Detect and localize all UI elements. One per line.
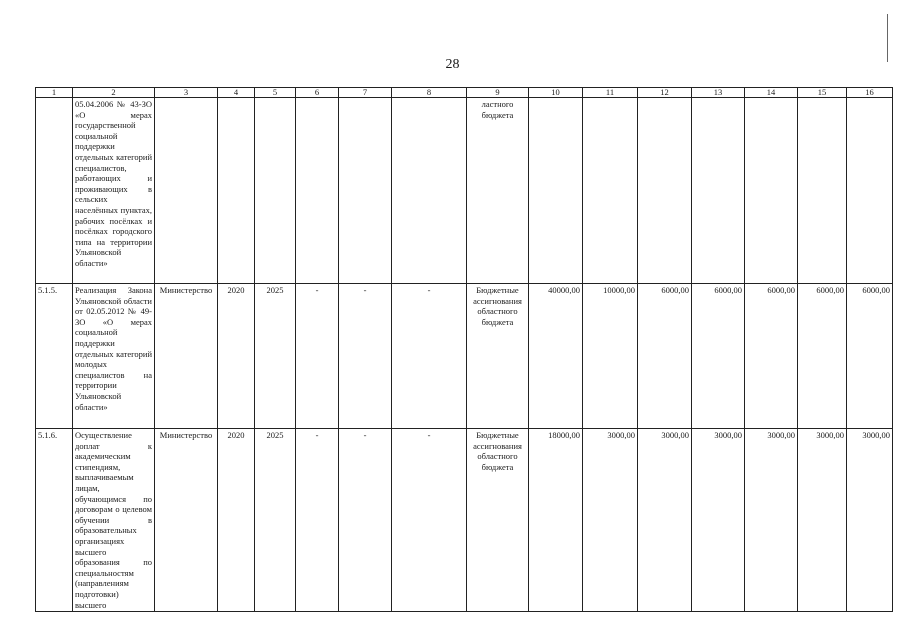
cell-c7: - xyxy=(339,429,392,612)
cell-c7: - xyxy=(339,284,392,429)
cell-y2020: 3000,00 xyxy=(583,429,638,612)
scan-edge-line xyxy=(887,14,888,62)
cell-source: ластного бюджета xyxy=(467,98,529,284)
cell-name: Реализация Закона Ульяновской области от 02.05.2012 № 49-ЗО «О мерах социальной поддержки отдельных категорий молодых специалистов на территории Ульяновской области» xyxy=(73,284,155,429)
cell-end xyxy=(255,98,296,284)
col-header-6: 6 xyxy=(296,88,339,98)
cell-executor xyxy=(155,98,218,284)
cell-source: Бюджетные ассигнования областного бюджета xyxy=(467,284,529,429)
cell-y2023 xyxy=(745,98,798,284)
col-header-8: 8 xyxy=(392,88,467,98)
table-row xyxy=(36,429,893,612)
cell-total: 18000,00 xyxy=(529,429,583,612)
cell-id: 5.1.6. xyxy=(36,429,73,612)
col-header-5: 5 xyxy=(255,88,296,98)
col-header-4: 4 xyxy=(218,88,255,98)
cell-c8: - xyxy=(392,284,467,429)
col-header-3: 3 xyxy=(155,88,218,98)
col-header-16: 16 xyxy=(847,88,893,98)
cell-id xyxy=(36,98,73,284)
cell-executor: Министерство xyxy=(155,429,218,612)
cell-c6: - xyxy=(296,429,339,612)
cell-start xyxy=(218,98,255,284)
cell-y2025 xyxy=(847,98,893,284)
cell-y2024 xyxy=(798,98,847,284)
header-row xyxy=(36,88,893,98)
cell-y2020 xyxy=(583,98,638,284)
cell-name: Осуществление доплат к академическим стипендиям, выплачиваемым лицам, обучающимся по договорам о целевом обучении в образовательных организациях высшего образования по специальностям (направлениям подготовки) высшего xyxy=(73,429,155,612)
cell-name: 05.04.2006 № 43-ЗО «О мерах государственной социальной поддержки отдельных категорий специалистов, работающих и проживающих в сельских населённых пунктах, рабочих посёлках и посёлках городского типа на территории Ульяновской области» xyxy=(73,98,155,284)
cell-y2021 xyxy=(638,98,692,284)
cell-c8 xyxy=(392,98,467,284)
cell-y2025: 6000,00 xyxy=(847,284,893,429)
cell-y2021: 6000,00 xyxy=(638,284,692,429)
col-header-7: 7 xyxy=(339,88,392,98)
cell-total xyxy=(529,98,583,284)
col-header-9: 9 xyxy=(467,88,529,98)
cell-end: 2025 xyxy=(255,429,296,612)
table-row xyxy=(36,284,893,429)
col-header-14: 14 xyxy=(745,88,798,98)
table-row xyxy=(36,98,893,284)
cell-start: 2020 xyxy=(218,284,255,429)
cell-y2022: 3000,00 xyxy=(692,429,745,612)
col-header-13: 13 xyxy=(692,88,745,98)
cell-start: 2020 xyxy=(218,429,255,612)
cell-end: 2025 xyxy=(255,284,296,429)
col-header-2: 2 xyxy=(73,88,155,98)
cell-y2024: 3000,00 xyxy=(798,429,847,612)
page-number: 28 xyxy=(445,57,460,72)
col-header-1: 1 xyxy=(36,88,73,98)
cell-y2023: 6000,00 xyxy=(745,284,798,429)
col-header-11: 11 xyxy=(583,88,638,98)
col-header-15: 15 xyxy=(798,88,847,98)
col-header-10: 10 xyxy=(529,88,583,98)
budget-table xyxy=(35,87,893,612)
cell-y2022: 6000,00 xyxy=(692,284,745,429)
col-header-12: 12 xyxy=(638,88,692,98)
cell-c7 xyxy=(339,98,392,284)
cell-y2020: 10000,00 xyxy=(583,284,638,429)
cell-c6 xyxy=(296,98,339,284)
cell-y2024: 6000,00 xyxy=(798,284,847,429)
cell-executor: Министерство xyxy=(155,284,218,429)
cell-c6: - xyxy=(296,284,339,429)
cell-y2022 xyxy=(692,98,745,284)
cell-y2021: 3000,00 xyxy=(638,429,692,612)
cell-id: 5.1.5. xyxy=(36,284,73,429)
cell-y2023: 3000,00 xyxy=(745,429,798,612)
cell-y2025: 3000,00 xyxy=(847,429,893,612)
cell-c8: - xyxy=(392,429,467,612)
cell-total: 40000,00 xyxy=(529,284,583,429)
cell-source: Бюджетные ассигнования областного бюджета xyxy=(467,429,529,612)
